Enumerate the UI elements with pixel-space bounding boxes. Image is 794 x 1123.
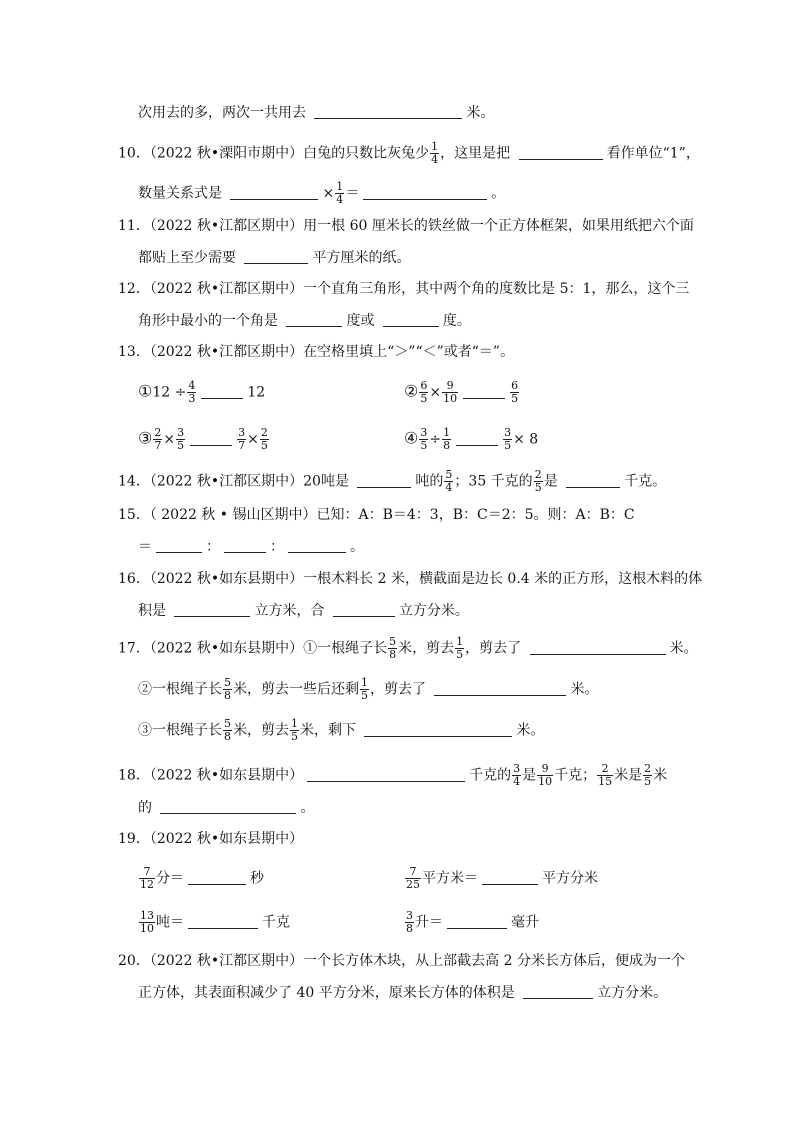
question-16: 16．（2022 秋•如东县期中）一根木料长 2 米，横截面是边长 0.4 米的正方形，这根木料的体: [118, 571, 703, 587]
fraction: $\frac{1}{4}$: [336, 180, 344, 206]
answer-blank[interactable]: [456, 431, 498, 446]
q13-item-2: ② $\frac{6}{5}$ × $\frac{9}{10}$ $\frac{6}{5}$: [404, 379, 519, 405]
answer-blank[interactable]: [174, 602, 250, 617]
answer-blank[interactable]: [224, 538, 266, 553]
q17-item-3: ③一根绳子长 $\frac{5}{8}$ 米，剪去 $\frac{1}{5}$ 米，剩下 米。: [138, 717, 545, 743]
answer-blank[interactable]: [188, 870, 246, 885]
question-12: 12．（2022 秋•江都区期中）一个直角三角形，其中两个角的度数比是 5：1，那么，这个三: [118, 281, 690, 297]
question-20-line2: 正方体，其表面积减少了 40 平方分米，原来长方体的体积是 立方分米。: [138, 985, 668, 1001]
question-10-line2: 数量关系式是 × $\frac{1}{4}$ ＝ 。: [138, 180, 506, 206]
question-18-line2: 的 。: [138, 800, 315, 816]
answer-blank[interactable]: [230, 185, 318, 200]
q13-item-3: ③ $\frac{2}{7}$ × $\frac{3}{5}$ $\frac{3}{7}$ × $\frac{2}{5}$: [138, 426, 268, 452]
answer-blank[interactable]: [160, 799, 296, 814]
answer-blank[interactable]: [434, 681, 566, 696]
answer-blank[interactable]: [383, 312, 439, 327]
question-20: 20．（2022 秋•江都区期中）一个长方体木块，从上部截去高 2 分米长方体后，便成为一个: [118, 953, 685, 969]
q19-item-3: $\frac{13}{10}$ 吨＝ 千克: [140, 909, 290, 935]
question-15-line2: ＝ ： ： 。: [138, 539, 364, 555]
answer-blank[interactable]: [363, 185, 487, 200]
answer-blank[interactable]: [307, 767, 465, 782]
answer-blank[interactable]: [201, 384, 243, 399]
answer-blank[interactable]: [357, 473, 411, 488]
answer-blank[interactable]: [447, 914, 507, 929]
question-17: 17．（2022 秋•如东县期中）①一根绳子长 $\frac{5}{8}$ 米，剪去 $\frac{1}{5}$ ，剪去了 米。: [118, 635, 698, 661]
q17-item-2: ②一根绳子长 $\frac{5}{8}$ 米，剪去一些后还剩 $\frac{1}{5}$ ，剪去了 米。: [138, 676, 599, 702]
answer-blank[interactable]: [188, 914, 258, 929]
question-11: 11．（2022 秋•江都区期中）用一根 60 厘米长的铁丝做一个正方体框架，如果用纸把六个面: [118, 218, 694, 234]
answer-blank[interactable]: [333, 602, 395, 617]
answer-blank[interactable]: [519, 145, 603, 160]
answer-blank[interactable]: [314, 104, 462, 119]
q19-item-4: $\frac{3}{8}$ 升＝ 毫升: [406, 909, 539, 935]
answer-blank[interactable]: [463, 384, 505, 399]
q19-item-2: $\frac{7}{25}$ 平方米＝ 平方分米: [406, 865, 598, 891]
answer-blank[interactable]: [288, 538, 346, 553]
q13-item-4: ④ $\frac{3}{5}$ ÷ $\frac{1}{8}$ $\frac{3}{5}$ × 8: [404, 426, 539, 452]
answer-blank[interactable]: [482, 870, 538, 885]
answer-blank[interactable]: [156, 538, 202, 553]
question-16-line2: 积是 立方米，合 立方分米。: [138, 603, 469, 619]
q13-item-1: ①12 ÷ $\frac{4}{3}$ 12: [138, 379, 266, 405]
answer-blank[interactable]: [190, 431, 232, 446]
answer-blank[interactable]: [530, 640, 666, 655]
answer-blank[interactable]: [286, 312, 342, 327]
question-11-line2: 都贴上至少需要 平方厘米的纸。: [138, 250, 411, 266]
fraction: $\frac{1}{4}$: [431, 140, 439, 166]
question-10: 10．（2022 秋•溧阳市期中）白兔的只数比灰兔少 $\frac{1}{4}$ ，这里是把 看作单位“1”，: [118, 140, 700, 166]
question-13: 13．（2022 秋•江都区期中）在空格里填上“＞”“＜”或者“＝”。: [118, 344, 515, 360]
question-19: 19．（2022 秋•如东县期中）: [118, 831, 304, 847]
answer-blank[interactable]: [523, 984, 593, 999]
question-18: 18．（2022 秋•如东县期中） 千克的 $\frac{3}{4}$ 是 $\frac{9}{10}$ 千克； $\frac{2}{15}$ 米是 $\frac{2}{5}$ 米: [118, 762, 668, 788]
answer-blank[interactable]: [364, 722, 512, 737]
q9-continuation: 次用去的多，两次一共用去 米。: [138, 105, 495, 121]
question-15: 15．（ 2022 秋 • 锡山区期中）已知：A：B＝4：3，B：C＝2：5。则：A：B：C: [118, 507, 635, 523]
q19-item-1: $\frac{7}{12}$ 分＝ 秒: [140, 865, 264, 891]
question-14: 14．（2022 秋•江都区期中）20吨是 吨的 $\frac{5}{4}$ ；35 千克的 $\frac{2}{5}$ 是 千克。: [118, 468, 667, 494]
answer-blank[interactable]: [244, 249, 308, 264]
question-12-line2: 角形中最小的一个角是 度或 度。: [138, 313, 471, 329]
answer-blank[interactable]: [566, 473, 620, 488]
